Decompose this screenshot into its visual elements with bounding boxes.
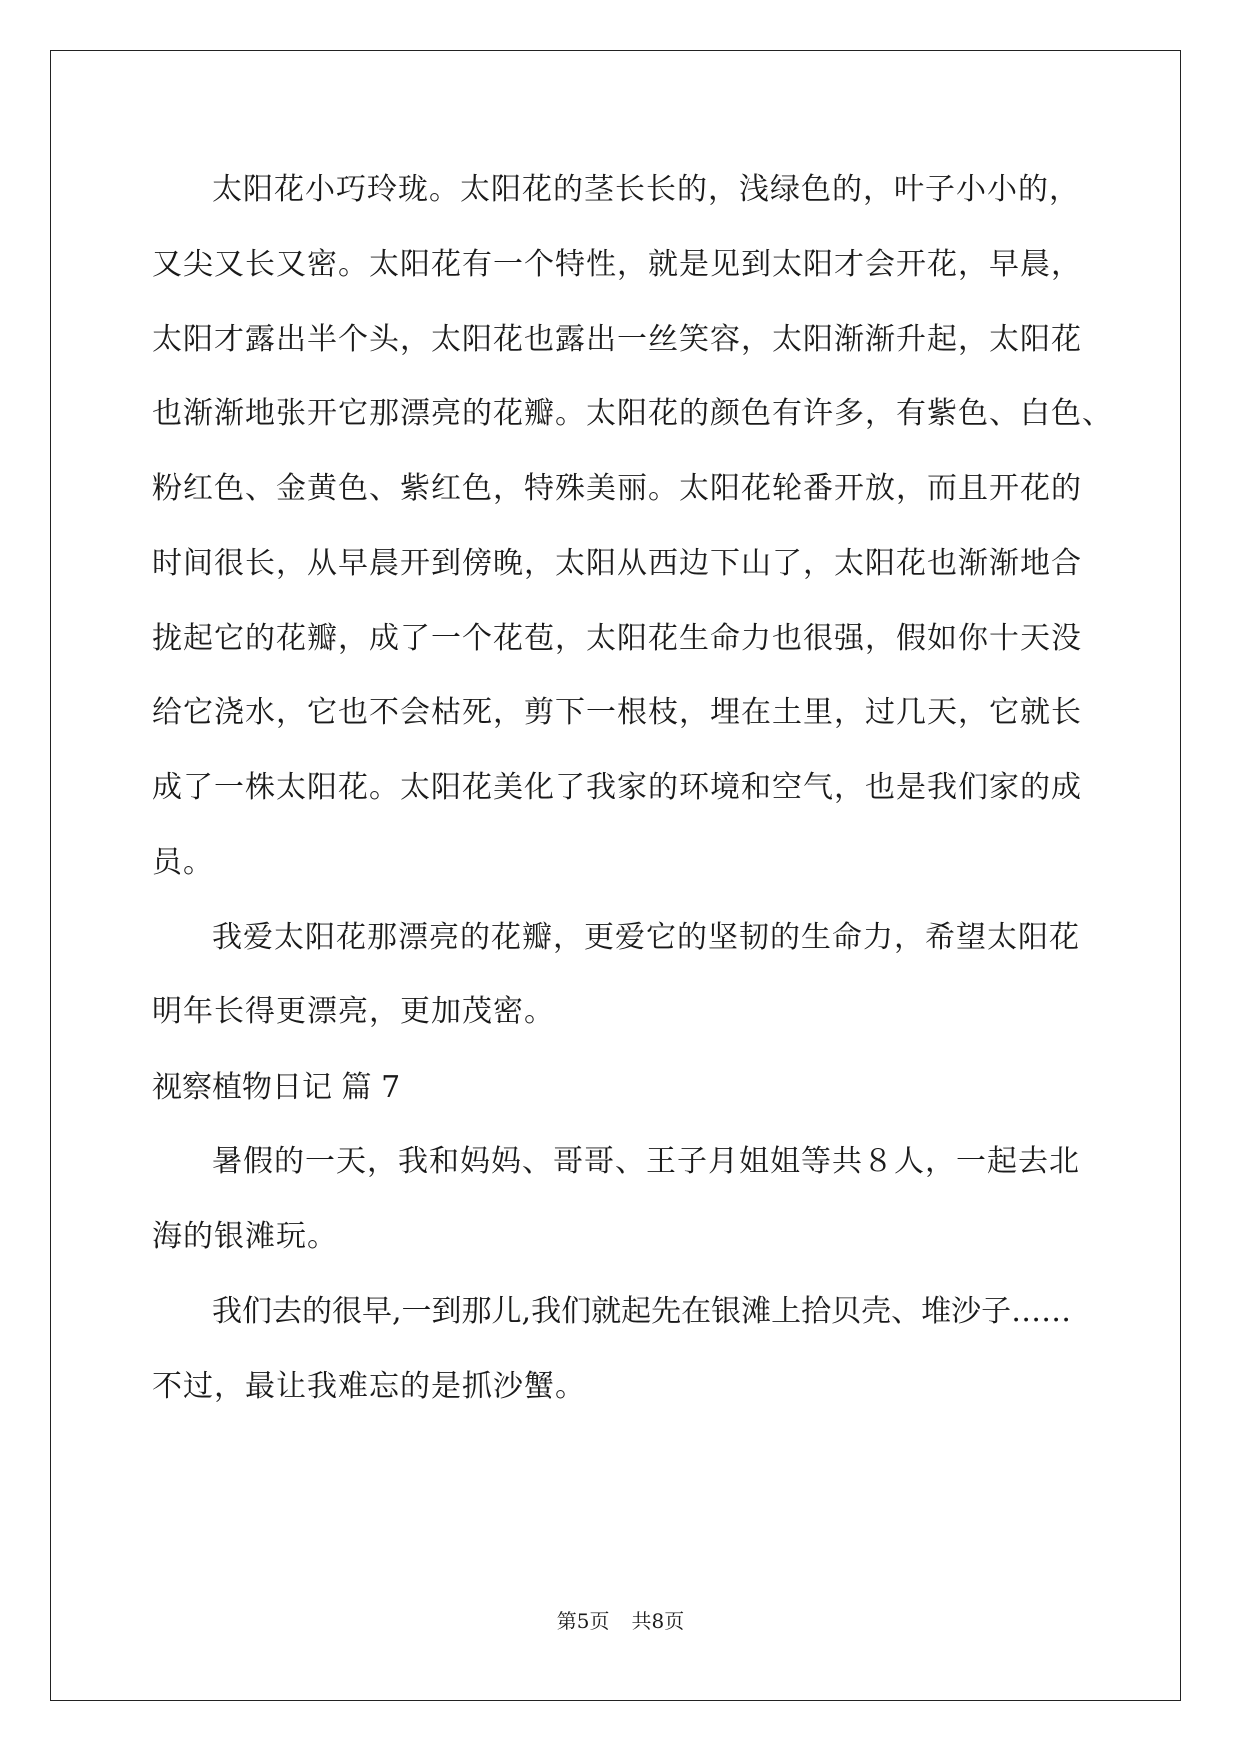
paragraph-line: 不过，最让我难忘的是抓沙蟹。 <box>152 1369 586 1404</box>
paragraph-line: 给它浇水，它也不会枯死，剪下一根枝，埋在土里，过几天，它就长 <box>152 695 1082 730</box>
paragraph-line: 粉红色、金黄色、紫红色，特殊美丽。太阳花轮番开放，而且开花的 <box>152 471 1082 506</box>
paragraph-line: 我爱太阳花那漂亮的花瓣，更爱它的坚韧的生命力，希望太阳花 <box>212 920 1080 955</box>
paragraph-line: 又尖又长又密。太阳花有一个特性，就是见到太阳才会开花，早晨， <box>152 247 1082 282</box>
paragraph-line: 暑假的一天，我和妈妈、哥哥、王子月姐姐等共８人，一起去北 <box>212 1144 1080 1179</box>
paragraph-line: 海的银滩玩。 <box>152 1219 338 1254</box>
paragraph-line: 成了一株太阳花。太阳花美化了我家的环境和空气，也是我们家的成 <box>152 770 1082 805</box>
section-heading: 视察植物日记 篇 7 <box>152 1070 401 1105</box>
page-number: 第5页 <box>556 1609 610 1633</box>
page-total: 共8页 <box>631 1609 685 1633</box>
paragraph-line: 明年长得更漂亮，更加茂密。 <box>152 994 555 1029</box>
paragraph-line: 员。 <box>152 845 214 880</box>
paragraph-line: 也渐渐地张开它那漂亮的花瓣。太阳花的颜色有许多，有紫色、白色、 <box>152 396 1113 431</box>
paragraph-line: 时间很长，从早晨开到傍晚，太阳从西边下山了，太阳花也渐渐地合 <box>152 546 1082 581</box>
paragraph-line: 太阳花小巧玲珑。太阳花的茎长长的，浅绿色的，叶子小小的， <box>212 172 1080 207</box>
paragraph-line: 太阳才露出半个头，太阳花也露出一丝笑容，太阳渐渐升起，太阳花 <box>152 322 1082 357</box>
page-footer <box>0 1608 1241 1634</box>
page-border <box>50 50 1181 1701</box>
paragraph-line: 拢起它的花瓣，成了一个花苞，太阳花生命力也很强，假如你十天没 <box>152 621 1082 656</box>
paragraph-line: 我们去的很早,一到那儿,我们就起先在银滩上拾贝壳、堆沙子…… <box>212 1294 1072 1329</box>
